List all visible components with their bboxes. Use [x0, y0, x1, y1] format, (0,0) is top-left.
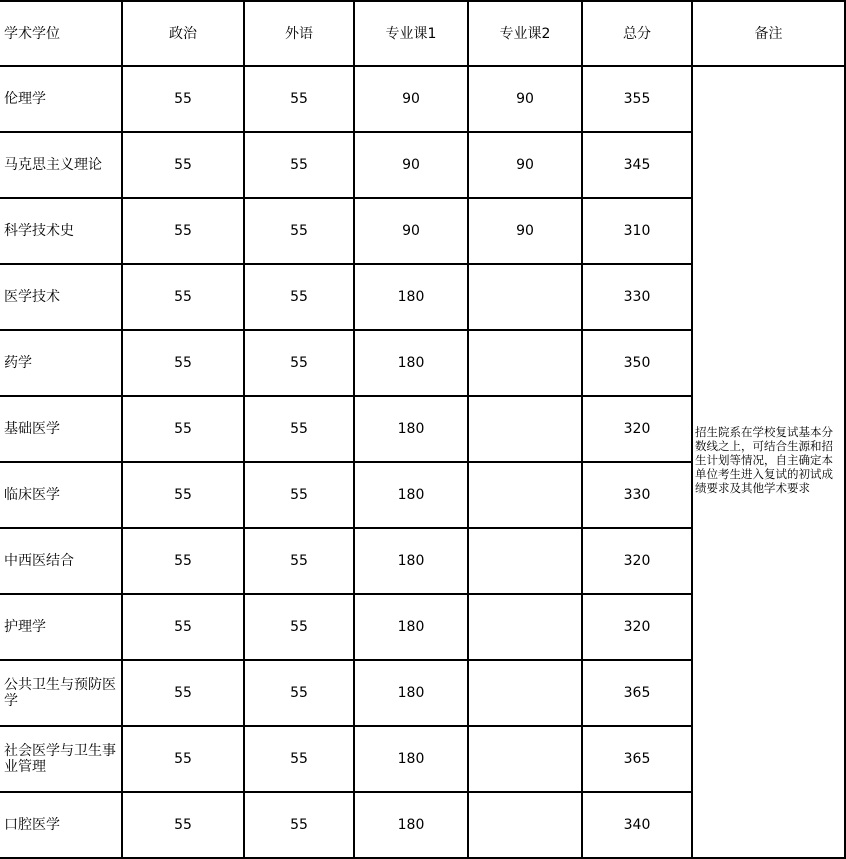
row-course1: 180 — [397, 817, 425, 833]
row-name: 公共卫生与预防医学 — [4, 677, 116, 709]
row-course1: 180 — [397, 355, 425, 371]
header-politics: 政治 — [169, 25, 197, 42]
header-course1: 专业课1 — [385, 25, 437, 42]
row-foreign: 55 — [290, 157, 308, 173]
row-foreign: 55 — [290, 487, 308, 503]
row-name: 口腔医学 — [4, 817, 60, 833]
row-foreign: 55 — [290, 355, 308, 371]
row-politics: 55 — [174, 421, 192, 437]
row-name: 社会医学与卫生事业管理 — [4, 743, 116, 775]
row-course1: 180 — [397, 751, 425, 767]
row-politics: 55 — [174, 751, 192, 767]
row-foreign: 55 — [290, 421, 308, 437]
row-total: 320 — [623, 619, 651, 635]
row-politics: 55 — [174, 289, 192, 305]
row-politics: 55 — [174, 619, 192, 635]
row-total: 340 — [623, 817, 651, 833]
row-course1: 180 — [397, 553, 425, 569]
row-course1: 180 — [397, 289, 425, 305]
row-course1: 90 — [402, 91, 420, 107]
row-name: 基础医学 — [4, 421, 60, 437]
header-foreign: 外语 — [285, 25, 313, 42]
row-foreign: 55 — [290, 685, 308, 701]
row-course2: 90 — [516, 157, 534, 173]
row-total: 330 — [623, 289, 651, 305]
row-foreign: 55 — [290, 553, 308, 569]
row-total: 355 — [623, 91, 651, 107]
row-total: 310 — [623, 223, 651, 239]
grid-line — [691, 0, 693, 859]
row-course1: 180 — [397, 421, 425, 437]
row-politics: 55 — [174, 223, 192, 239]
row-name: 药学 — [4, 355, 32, 371]
row-politics: 55 — [174, 91, 192, 107]
row-name: 伦理学 — [4, 91, 46, 107]
header-note: 备注 — [754, 25, 783, 42]
row-politics: 55 — [174, 817, 192, 833]
row-course2: 90 — [516, 223, 534, 239]
row-total: 350 — [623, 355, 651, 371]
row-foreign: 55 — [290, 619, 308, 635]
row-total: 345 — [623, 157, 651, 173]
row-total: 365 — [623, 751, 651, 767]
row-foreign: 55 — [290, 751, 308, 767]
row-politics: 55 — [174, 685, 192, 701]
row-name: 中西医结合 — [4, 553, 74, 569]
row-course2 — [469, 793, 581, 857]
row-name: 马克思主义理论 — [4, 157, 102, 173]
row-foreign: 55 — [290, 91, 308, 107]
header-type: 学术学位 — [4, 25, 60, 42]
row-foreign: 55 — [290, 289, 308, 305]
row-politics: 55 — [174, 157, 192, 173]
row-course2: 90 — [516, 91, 534, 107]
row-foreign: 55 — [290, 223, 308, 239]
row-course1: 180 — [397, 487, 425, 503]
row-course1: 90 — [402, 157, 420, 173]
row-course2 — [469, 727, 581, 791]
row-name: 临床医学 — [4, 487, 60, 503]
row-name: 护理学 — [4, 619, 46, 635]
row-total: 320 — [623, 553, 651, 569]
row-total: 320 — [623, 421, 651, 437]
row-course1: 90 — [402, 223, 420, 239]
row-politics: 55 — [174, 487, 192, 503]
row-course2 — [469, 265, 581, 329]
row-course1: 180 — [397, 685, 425, 701]
row-course2 — [469, 331, 581, 395]
header-total: 总分 — [623, 25, 651, 42]
row-politics: 55 — [174, 355, 192, 371]
row-course2 — [469, 463, 581, 527]
row-course2 — [469, 595, 581, 659]
row-course1: 180 — [397, 619, 425, 635]
row-foreign: 55 — [290, 817, 308, 833]
row-course2 — [469, 397, 581, 461]
header-course2: 专业课2 — [499, 25, 551, 42]
row-name: 医学技术 — [4, 289, 60, 305]
row-politics: 55 — [174, 553, 192, 569]
row-total: 330 — [623, 487, 651, 503]
row-course2 — [469, 661, 581, 725]
row-name: 科学技术史 — [4, 223, 74, 239]
row-total: 365 — [623, 685, 651, 701]
note-text: 招生院系在学校复试基本分数线之上，可结合生源和招生计划等情况，自主确定本单位考生进入复试的初试成绩要求及其他学术要求 — [695, 425, 833, 495]
row-course2 — [469, 529, 581, 593]
